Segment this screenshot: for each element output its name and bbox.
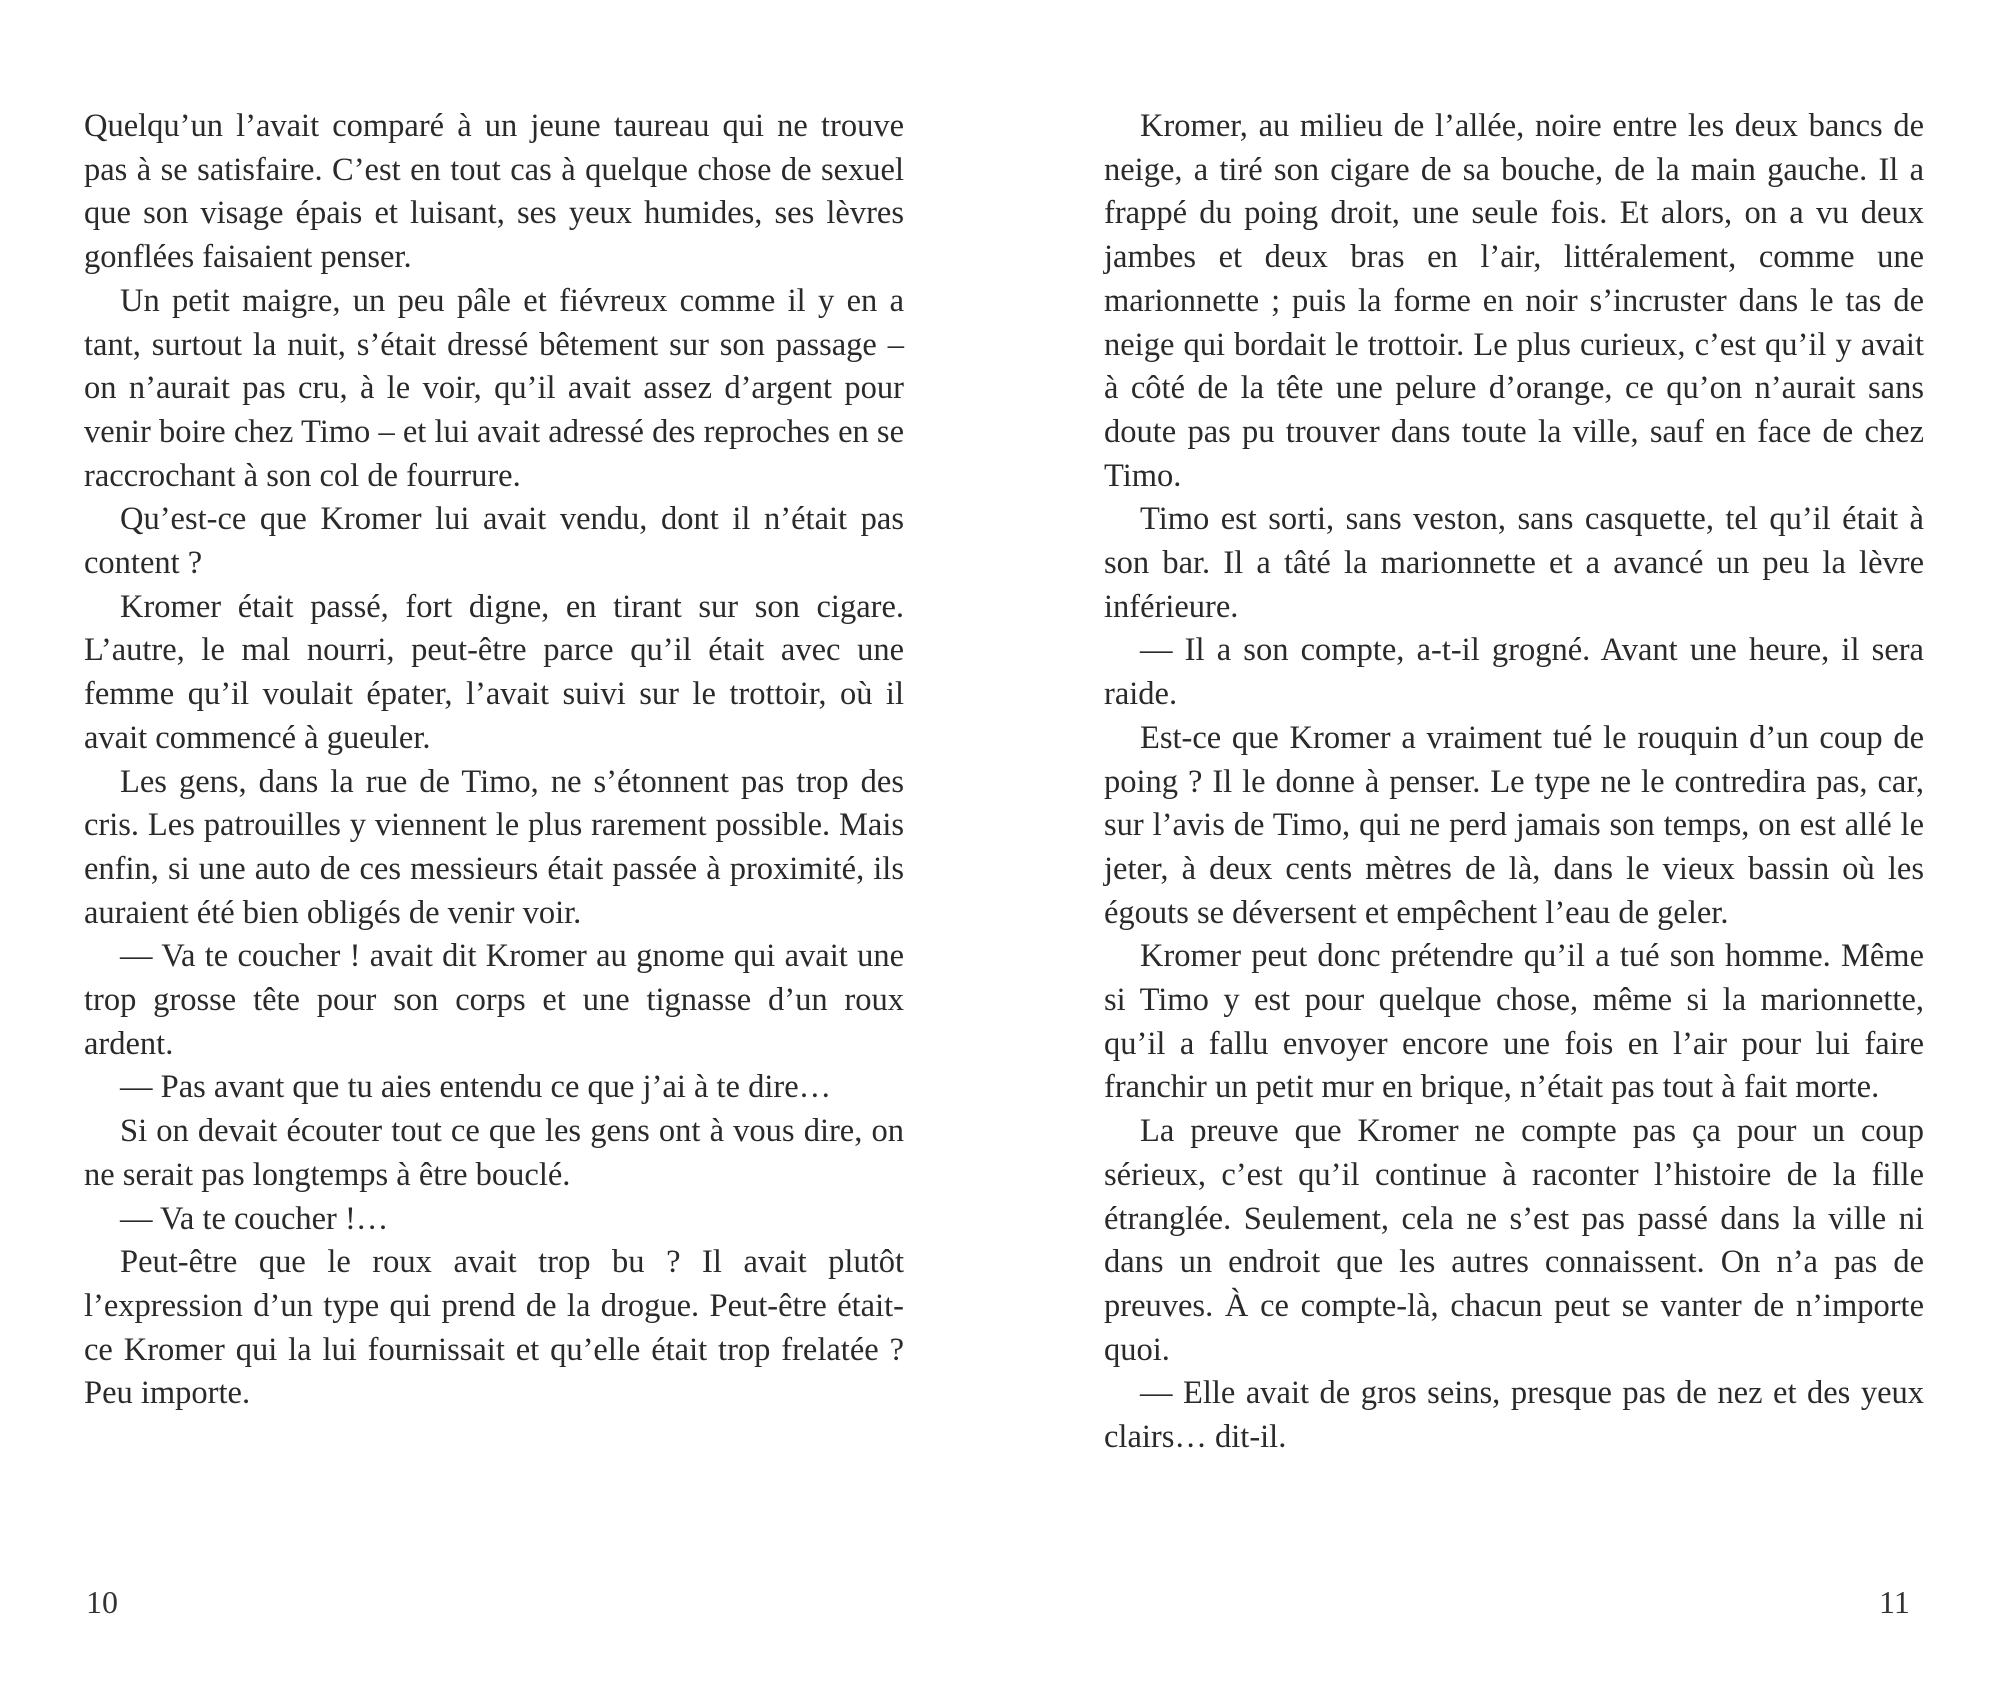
paragraph: — Va te coucher !…	[120, 1200, 389, 1237]
paragraph: — Elle avait de gros seins, presque pas de nez et des yeux clairs… dit-il.	[1104, 1375, 1924, 1456]
left-page-text	[84, 105, 904, 1416]
paragraph: Un petit maigre, un peu pâle et fiévreux comme il y en a tant, surtout la nuit, s’était dressé bêtement sur son passage – on n’aurait pas cru, à le voir, qu’il avait assez d’argent pour venir boire chez Timo – et lui avait adressé des reproches en se raccrochant à son col de fourrure.	[84, 282, 904, 494]
page-number-right: 11	[1879, 1584, 1910, 1620]
paragraph: Est-ce que Kromer a vraiment tué le rouquin d’un coup de poing ? Il le donne à penser. Le type ne le contredira pas, car, sur l’avis de Timo, qui ne perd jamais son temps, on est allé le jeter, à deux cents mètres de là, dans le vieux bassin où les égouts se déversent et empêchent l’eau de geler.	[1104, 719, 1924, 931]
paragraph: Kromer était passé, fort digne, en tirant sur son cigare. L’autre, le mal nourri, peut-être parce qu’il était avec une femme qu’il voulait épater, l’avait suivi sur le trottoir, où il avait commencé à gueuler.	[84, 588, 904, 756]
page-number-left: 10	[86, 1584, 118, 1620]
paragraph: Timo est sorti, sans veston, sans casquette, tel qu’il était à son bar. Il a tâté la marionnette et a avancé un peu la lèvre inférieure.	[1104, 501, 1924, 625]
paragraph: Les gens, dans la rue de Timo, ne s’étonnent pas trop des cris. Les patrouilles y viennent le plus rarement possible. Mais enfin, si une auto de ces messieurs était passée à proximité, ils auraient été bien obligés de venir voir.	[84, 763, 904, 931]
paragraph: La preuve que Kromer ne compte pas ça pour un coup sérieux, c’est qu’il continue à raconter l’histoire de la fille étranglée. Seulement, cela ne s’est pas passé dans la ville ni dans un endroit que les autres connaissent. On n’a pas de preuves. À ce compte-là, chacun peut se vanter de n’importe quoi.	[1104, 1113, 1924, 1368]
paragraph: Kromer, au milieu de l’allée, noire entre les deux bancs de neige, a tiré son cigare de sa bouche, de la main gauche. Il a frappé du poing droit, une seule fois. Et alors, on a vu deux jambes et deux bras en l’air, littéralement, comme une marionnette ; puis la forme en noir s’incruster dans le tas de neige qui bordait le trottoir. Le plus curieux, c’est qu’il y avait à côté de la tête une pelure d’orange, ce qu’on n’aurait sans doute pas pu trouver dans toute la ville, sauf en face de chez Timo.	[1104, 108, 1924, 494]
paragraph: Peut-être que le roux avait trop bu ? Il avait plutôt l’expression d’un type qui prend de la drogue. Peut-être était-ce Kromer qui la lui fournissait et qu’elle était trop frelatée ? Peu importe.	[84, 1244, 904, 1412]
paragraph: Quelqu’un l’avait comparé à un jeune taureau qui ne trouve pas à se satisfaire. C’est en tout cas à quelque chose de sexuel que son visage épais et luisant, ses yeux humides, ses lèvres gonflées faisaient penser.	[84, 108, 904, 276]
paragraph: — Pas avant que tu aies entendu ce que j’ai à te dire…	[120, 1069, 832, 1106]
paragraph: Si on devait écouter tout ce que les gens ont à vous dire, on ne serait pas longtemps à être bouclé.	[84, 1113, 904, 1193]
paragraph: Kromer peut donc prétendre qu’il a tué son homme. Même si Timo y est pour quelque chose, même si la marionnette, qu’il a fallu envoyer encore une fois en l’air pour lui faire franchir un petit mur en brique, n’était pas tout à fait morte.	[1104, 938, 1924, 1106]
right-page-text	[1104, 105, 1924, 1460]
paragraph: Qu’est-ce que Kromer lui avait vendu, dont il n’était pas content ?	[84, 501, 904, 582]
paragraph: — Va te coucher ! avait dit Kromer au gnome qui avait une trop grosse tête pour son corps et une tignasse d’un roux ardent.	[84, 938, 904, 1062]
paragraph: — Il a son compte, a-t-il grogné. Avant une heure, il sera raide.	[1104, 632, 1924, 713]
